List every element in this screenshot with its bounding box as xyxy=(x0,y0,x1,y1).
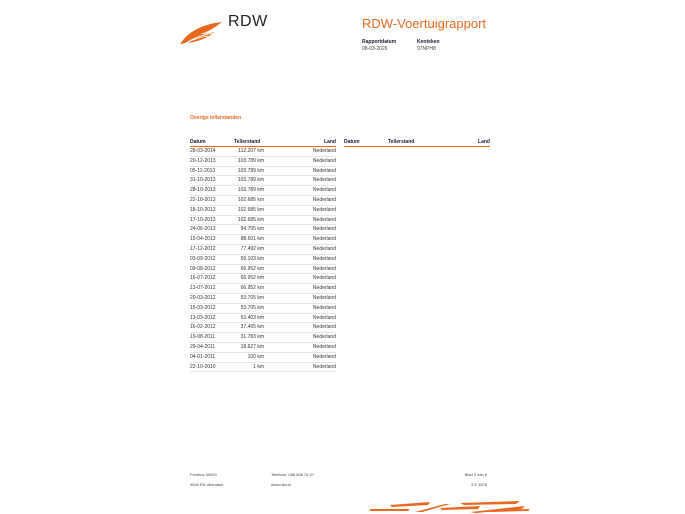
row-land: Nederland xyxy=(312,363,336,370)
row-land: Nederland xyxy=(312,216,336,223)
row-date: 15-04-2013 xyxy=(190,236,216,243)
table-row xyxy=(190,167,336,177)
row-date: 28-10-2013 xyxy=(190,187,216,194)
kenteken-block xyxy=(417,39,440,53)
table-row xyxy=(190,323,336,333)
row-land: Nederland xyxy=(312,196,336,203)
row-date: 17-10-2013 xyxy=(190,216,216,223)
row-date: 20-12-2013 xyxy=(190,157,216,164)
row-date: 22-10-2010 xyxy=(190,363,216,370)
row-km: 18.627 km xyxy=(240,343,264,350)
row-km: 88.601 km xyxy=(240,236,264,243)
table-row xyxy=(190,255,336,265)
footer-phone: Telefoon: 088 008 74 47 xyxy=(271,472,314,477)
row-date: 04-01-2011 xyxy=(190,353,216,360)
table-row xyxy=(190,343,336,353)
row-date: 05-11-2013 xyxy=(190,167,216,174)
header-land: Land xyxy=(324,139,336,145)
header-km: Tellerstand xyxy=(234,139,261,145)
row-land: Nederland xyxy=(312,304,336,311)
row-land: Nederland xyxy=(312,236,336,243)
row-land: Nederland xyxy=(312,343,336,350)
header-km: Tellerstand xyxy=(388,139,415,145)
row-land: Nederland xyxy=(312,294,336,301)
footer-code: 3 E 1678 xyxy=(470,482,487,487)
table-row xyxy=(190,225,336,235)
row-km: 94.705 km xyxy=(240,226,264,233)
header-land: Land xyxy=(478,139,490,145)
row-km: 103.789 km xyxy=(237,167,264,174)
table-row xyxy=(190,265,336,275)
row-land: Nederland xyxy=(312,314,336,321)
table-header xyxy=(190,139,336,147)
table-row xyxy=(190,245,336,255)
row-land: Nederland xyxy=(312,167,336,174)
row-date: 13-07-2012 xyxy=(190,285,216,292)
row-land: Nederland xyxy=(312,255,336,262)
header-date: Datum xyxy=(344,139,360,145)
table-row xyxy=(190,353,336,363)
row-land: Nederland xyxy=(312,206,336,213)
table-header xyxy=(344,139,490,147)
row-land: Nederland xyxy=(312,245,336,252)
rapportdatum-value: 08-03-2026 xyxy=(362,46,388,52)
row-land: Nederland xyxy=(312,265,336,272)
rdw-logo-icon xyxy=(178,20,223,46)
table-row xyxy=(190,333,336,343)
row-km: 66.952 km xyxy=(240,265,264,272)
row-date: 24-06-2013 xyxy=(190,226,216,233)
row-land: Nederland xyxy=(312,148,336,154)
row-date: 15-03-2012 xyxy=(190,304,216,311)
kenteken-value: 97NPH8 xyxy=(417,46,436,52)
row-land: Nederland xyxy=(312,334,336,341)
row-km: 69.103 km xyxy=(240,255,264,262)
row-km: 100 km xyxy=(247,353,264,360)
table-row xyxy=(190,363,336,373)
table-row xyxy=(190,157,336,167)
row-km: 103.789 km xyxy=(237,187,264,194)
footer-address xyxy=(190,470,223,490)
row-km: 112.207 km xyxy=(238,148,264,154)
row-land: Nederland xyxy=(312,226,336,233)
row-land: Nederland xyxy=(312,275,336,282)
row-km: 31.783 km xyxy=(240,334,264,341)
table-row xyxy=(190,176,336,186)
row-land: Nederland xyxy=(312,285,336,292)
table-row xyxy=(190,314,336,324)
row-km: 53.705 km xyxy=(240,294,264,301)
row-km: 53.705 km xyxy=(240,304,264,311)
logo-text: RDW xyxy=(228,13,268,30)
row-land: Nederland xyxy=(312,353,336,360)
row-km: 77.492 km xyxy=(240,245,264,252)
footer-address-line2: 9640 RA Veendam xyxy=(190,482,224,487)
table-row xyxy=(190,284,336,294)
table-row xyxy=(190,294,336,304)
row-land: Nederland xyxy=(312,187,336,194)
section-title: Overige tellerstanden xyxy=(190,115,242,121)
table-row xyxy=(190,235,336,245)
row-date: 19-08-2011 xyxy=(190,334,216,341)
table-row xyxy=(190,196,336,206)
report-title: RDW-Voertuigrapport xyxy=(362,16,487,31)
table-row xyxy=(190,216,336,226)
row-date: 09-08-2012 xyxy=(190,265,216,272)
row-land: Nederland xyxy=(312,177,336,184)
row-km: 102.685 km xyxy=(237,216,264,223)
row-date: 20-03-2012 xyxy=(190,294,216,301)
row-km: 102.685 km xyxy=(237,196,264,203)
row-km: 103.789 km xyxy=(237,157,264,164)
footer-page-info xyxy=(440,470,487,490)
table-row xyxy=(190,147,336,157)
row-date: 17-12-2012 xyxy=(190,245,216,252)
table-row xyxy=(190,274,336,284)
row-date: 22-10-2013 xyxy=(190,196,216,203)
footer-website[interactable]: www.rdw.nl xyxy=(271,482,292,487)
row-km: 66.952 km xyxy=(240,285,264,292)
header-date: Datum xyxy=(190,139,206,145)
row-date: 13-03-2012 xyxy=(190,314,216,321)
rapportdatum-block xyxy=(362,39,396,53)
rapportdatum-label: Rapportdatum xyxy=(362,39,397,45)
footer-address-line1: Postbus 30000 xyxy=(190,472,217,477)
row-km: 53.403 km xyxy=(240,314,264,321)
row-km: 37.465 km xyxy=(240,324,264,331)
row-km: 103.789 km xyxy=(237,177,264,184)
odometer-table-left xyxy=(190,139,336,372)
row-date: 18-10-2013 xyxy=(190,206,216,213)
row-date: 28-03-2014 xyxy=(190,148,216,154)
row-date: 16-02-2012 xyxy=(190,324,216,331)
table-row xyxy=(190,304,336,314)
row-date: 03-09-2012 xyxy=(190,255,216,262)
rdw-stripe-decoration-icon xyxy=(370,500,530,514)
row-date: 29-04-2011 xyxy=(190,343,216,350)
row-km: 66.952 km xyxy=(240,275,264,282)
odometer-table-right xyxy=(344,139,490,147)
table-row xyxy=(190,186,336,196)
footer-page: Blad 2 van 5 xyxy=(464,472,487,477)
row-date: 31-10-2013 xyxy=(190,177,216,184)
footer-contact xyxy=(271,470,314,490)
row-km: 1 km xyxy=(253,363,264,370)
row-km: 102.685 km xyxy=(237,206,264,213)
table-body xyxy=(190,147,336,372)
table-row xyxy=(190,206,336,216)
row-date: 16-07-2012 xyxy=(190,275,216,282)
row-land: Nederland xyxy=(312,324,336,331)
kenteken-label: Kenteken xyxy=(417,39,440,45)
row-land: Nederland xyxy=(312,157,336,164)
